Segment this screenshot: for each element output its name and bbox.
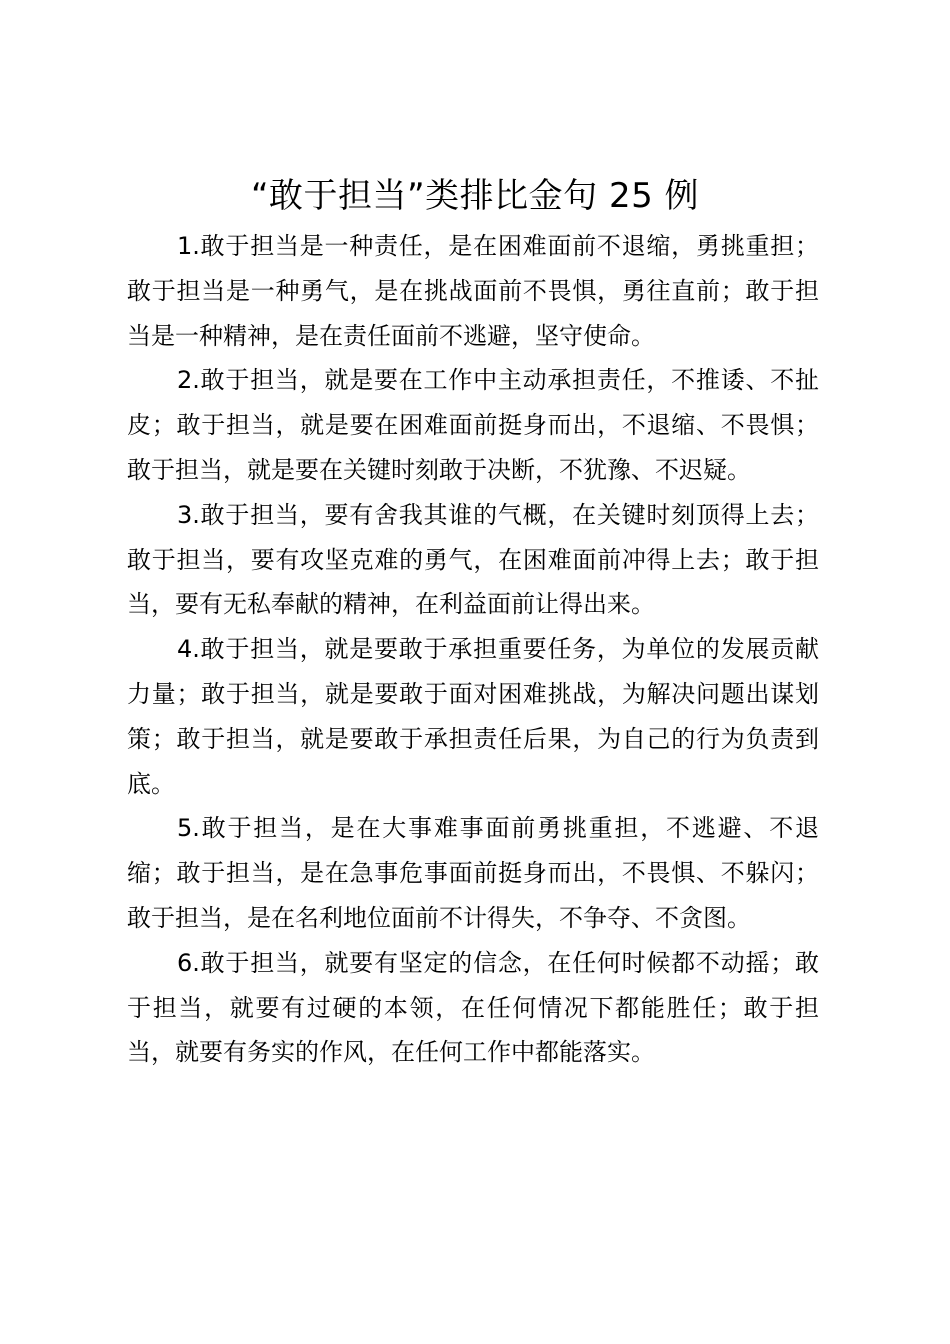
paragraph-3: 3.敢于担当，要有舍我其谁的气概，在关键时刻顶得上去；敢于担当，要有攻坚克难的勇气，在困难面前冲得上去；敢于担当，要有无私奉献的精神，在利益面前让得出来。 <box>127 500 819 619</box>
paragraph-2: 2.敢于担当，就是要在工作中主动承担责任，不推诿、不扯皮；敢于担当，就是要在困难面前挺身而出，不退缩、不畏惧；敢于担当，就是要在关键时刻敢于决断，不犹豫、不迟疑。 <box>127 366 819 484</box>
paragraph-1: 1.敢于担当是一种责任，是在困难面前不退缩，勇挑重担；敢于担当是一种勇气，是在挑战面前不畏惧，勇往直前；敢于担当是一种精神，是在责任面前不逃避，坚守使命。 <box>127 232 819 350</box>
document-body <box>127 224 819 1075</box>
paragraph-4: 4.敢于担当，就是要敢于承担重要任务，为单位的发展贡献力量；敢于担当，就是要敢于面对困难挑战，为解决问题出谋划策；敢于担当，就是要敢于承担责任后果，为自己的行为负责到底。 <box>127 635 819 798</box>
document-title: “敢于担当”类排比金句 25 例 <box>250 176 700 216</box>
paragraph-6: 6.敢于担当，就要有坚定的信念，在任何时候都不动摇；敢于担当，就要有过硬的本领，在任何情况下都能胜任；敢于担当，就要有务实的作风，在任何工作中都能落实。 <box>127 948 819 1067</box>
paragraph-5: 5.敢于担当，是在大事难事面前勇挑重担，不逃避、不退缩；敢于担当，是在急事危事面前挺身而出，不畏惧、不躲闪；敢于担当，是在名利地位面前不计得失，不争夺、不贪图。 <box>127 814 819 932</box>
